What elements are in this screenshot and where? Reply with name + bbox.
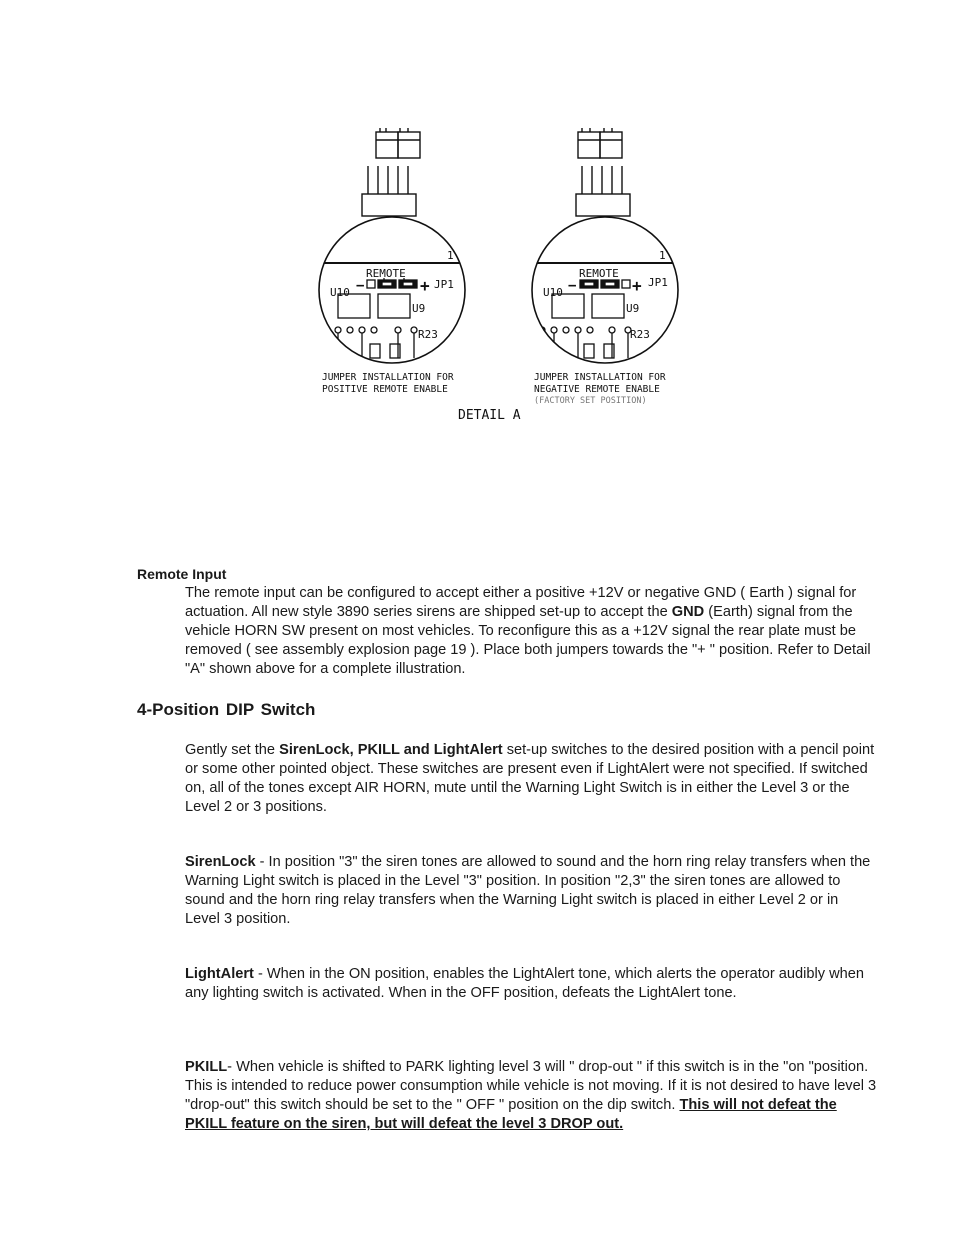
r23-label-right: R23	[630, 328, 650, 341]
dip-intro-bold: SirenLock, PKILL and LightAlert	[279, 742, 503, 758]
r23-label-left: R23	[418, 328, 438, 341]
u9-label-right: U9	[626, 302, 640, 315]
u10-label-left: U10	[330, 286, 350, 299]
left-connector	[362, 128, 420, 216]
right-caption-line2: NEGATIVE REMOTE ENABLE	[534, 384, 660, 395]
detail-a-figure	[300, 118, 700, 428]
sirenlock-term: SirenLock	[185, 854, 256, 870]
dip-intro-text-1: Gently set the	[185, 742, 280, 758]
pkill-paragraph	[185, 1058, 877, 1134]
lightalert-paragraph	[185, 965, 877, 1003]
minus-label-left: −	[356, 278, 365, 294]
pin1-label-left: 1	[447, 249, 454, 262]
lightalert-text: - When in the ON position, enables the LightAlert tone, which alerts the operator audibly when any lighting switch is activated. When in the OFF position, defeats the LightAlert tone.	[185, 966, 864, 1001]
sirenlock-text: - In position "3" the siren tones are allowed to sound and the horn ring relay transfers when the Warning Light switch is placed in the Level "3" position. In position "2,3" the siren tones are allowed to sound and the horn ring relay transfers when the Warning Light switch is placed in either Level 2 or in Level 3 position.	[185, 854, 871, 927]
right-detail-circle	[522, 217, 690, 363]
detail-a-caption: DETAIL A	[458, 408, 521, 423]
remote-input-paragraph	[185, 584, 877, 679]
pkill-text: - When vehicle is shifted to PARK lighting level 3 will " drop-out " if this switch is in the "on "position. This is intended to reduce power consumption while vehicle is not moving. If it is not desired to have level 3 "drop-out" this switch should be set to the " OFF " position on the dip switch.	[185, 1059, 877, 1113]
pkill-term: PKILL	[185, 1059, 228, 1075]
u10-label-right: U10	[543, 286, 563, 299]
jp1-label-left: JP1	[434, 278, 454, 291]
remote-label-left: REMOTE	[366, 267, 406, 280]
dip-intro-text-2: set-up switches to the desired position with a pencil point or some other pointed object. These switches are present even if LightAlert were not specified. If switched on, all of the tones except AIR HORN, mute until the Warning Light Switch is in either the Level 3 or the Level 2 or 3 positions.	[185, 742, 875, 815]
remote-input-heading: Remote Input	[137, 566, 227, 582]
sirenlock-paragraph	[185, 853, 877, 929]
remote-input-text-1: The remote input can be configured to accept either a positive +12V or negative GND ( Earth ) signal for actuation. All new style 3890 series sirens are shipped set-up to accept the	[185, 585, 857, 620]
lightalert-term: LightAlert	[185, 966, 254, 982]
left-detail-circle	[310, 217, 475, 363]
dip-switch-intro-paragraph	[185, 741, 877, 817]
u9-label-left: U9	[412, 302, 426, 315]
plus-label-left: +	[420, 276, 430, 295]
remote-input-text-2: (Earth) signal from the vehicle HORN SW present on most vehicles. To reconfigure this as a +12V signal the rear plate must be removed ( see assembly explosion page 19 ). Place both jumpers towards the "+ " position. Refer to Detail "A" shown above for a complete illustration.	[185, 604, 871, 677]
plus-label-right: +	[632, 276, 642, 295]
remote-label-right: REMOTE	[579, 267, 619, 280]
jp1-label-right: JP1	[648, 276, 668, 289]
left-caption-line2: POSITIVE REMOTE ENABLE	[322, 384, 448, 395]
jumper-diagram	[300, 118, 700, 428]
dip-switch-heading: 4-Position DIP Switch	[137, 700, 316, 719]
pkill-warning: This will not defeat the PKILL feature on the siren, but will defeat the level 3 DROP out.	[185, 1097, 837, 1132]
pin1-label-right: 1	[659, 249, 666, 262]
minus-label-right: −	[568, 278, 577, 294]
right-caption-line1: JUMPER INSTALLATION FOR	[534, 372, 666, 383]
right-caption-line3: (FACTORY SET POSITION)	[534, 396, 647, 406]
left-caption-line1: JUMPER INSTALLATION FOR	[322, 372, 454, 383]
right-connector	[576, 128, 630, 216]
gnd-term: GND	[671, 604, 705, 620]
